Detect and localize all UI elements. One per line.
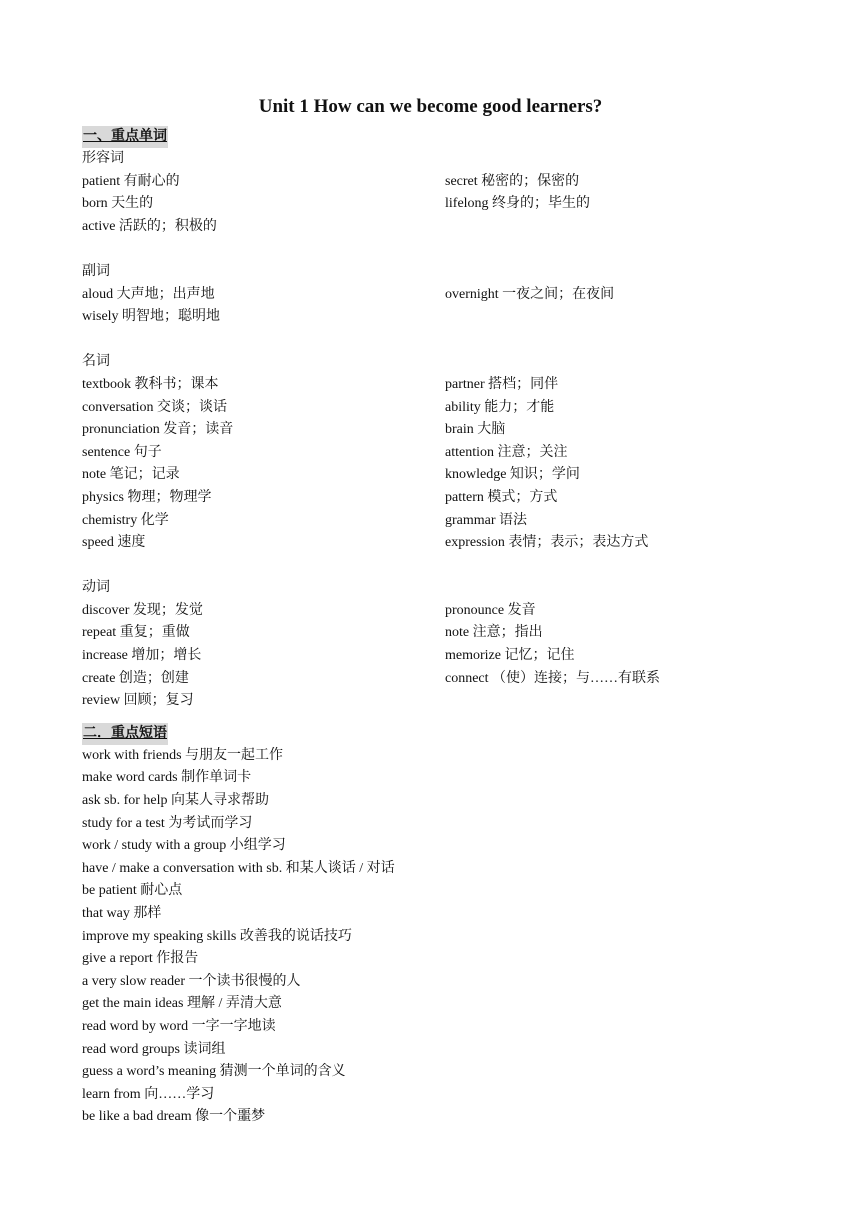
word-entry-right: expression 表情；表示；表达方式 xyxy=(445,535,649,551)
word-entry-right xyxy=(445,216,782,239)
phrase-item: guess a word’s meaning 猜测一个单词的含义 xyxy=(82,1064,346,1080)
word-entry-left: sentence 句子 xyxy=(82,444,162,460)
word-row xyxy=(82,510,782,533)
word-entry-right: connect （使）连接；与……有联系 xyxy=(445,670,661,686)
word-row xyxy=(82,306,782,329)
word-entry-left: born 天生的 xyxy=(82,196,154,212)
word-row xyxy=(82,216,782,239)
word-entry-right: pattern 模式；方式 xyxy=(445,489,558,505)
word-row xyxy=(82,645,782,668)
category-verbs: 动词 xyxy=(82,580,110,596)
phrase-item: be like a bad dream 像一个噩梦 xyxy=(82,1109,266,1125)
word-row xyxy=(82,600,782,623)
word-entry-right: note 注意；指出 xyxy=(445,625,543,641)
word-entry-left: patient 有耐心的 xyxy=(82,173,180,189)
category-nouns: 名词 xyxy=(82,354,110,370)
phrase-item: make word cards 制作单词卡 xyxy=(82,770,252,786)
word-entry-left: conversation 交谈；谈话 xyxy=(82,399,228,415)
phrase-item: get the main ideas 理解 / 弄清大意 xyxy=(82,996,282,1012)
word-entry-left: increase 增加；增长 xyxy=(82,648,202,664)
word-row xyxy=(82,668,782,691)
word-entry-left: review 回顾；复习 xyxy=(82,693,194,709)
word-entry-right: memorize 记忆；记住 xyxy=(445,648,575,664)
word-row xyxy=(82,690,782,713)
phrase-item: have / make a conversation with sb. 和某人谈话 / 对话 xyxy=(82,860,395,876)
word-row xyxy=(82,464,782,487)
word-entry-left: aloud 大声地；出声地 xyxy=(82,286,215,302)
word-entry-right xyxy=(445,306,782,329)
phrase-item: be patient 耐心点 xyxy=(82,883,183,899)
word-entry-left: note 笔记；记录 xyxy=(82,467,180,483)
word-entry-right: lifelong 终身的；毕生的 xyxy=(445,196,591,212)
phrase-item: study for a test 为考试而学习 xyxy=(82,815,253,831)
document-page xyxy=(82,94,782,1129)
section-heading-phrases: 二．重点短语 xyxy=(82,723,168,745)
phrase-item: that way 那样 xyxy=(82,906,162,921)
word-entry-right: ability 能力；才能 xyxy=(445,399,555,415)
phrase-item: work / study with a group 小组学习 xyxy=(82,838,286,854)
page-title: Unit 1 How can we become good learners? xyxy=(258,96,603,117)
word-row xyxy=(82,532,782,555)
word-row xyxy=(82,622,782,645)
word-entry-right: secret 秘密的；保密的 xyxy=(445,173,580,189)
nouns-list xyxy=(82,374,782,555)
word-row xyxy=(82,442,782,465)
phrase-item: read word groups 读词组 xyxy=(82,1041,226,1057)
word-entry-left: discover 发现；发觉 xyxy=(82,602,203,618)
word-row xyxy=(82,171,782,194)
adjectives-list xyxy=(82,171,782,239)
phrase-item: improve my speaking skills 改善我的说话技巧 xyxy=(82,928,352,944)
word-entry-left: repeat 重复；重做 xyxy=(82,625,190,641)
phrase-item: a very slow reader 一个读书很慢的人 xyxy=(82,973,301,989)
word-row xyxy=(82,487,782,510)
phrase-item: give a report 作报告 xyxy=(82,951,199,967)
category-adjectives: 形容词 xyxy=(82,151,124,166)
word-entry-right: pronounce 发音 xyxy=(445,602,536,618)
word-entry-right: partner 搭档；同伴 xyxy=(445,376,559,392)
word-row xyxy=(82,397,782,420)
section-vocabulary xyxy=(82,126,782,713)
word-entry-left: textbook 教科书；课本 xyxy=(82,376,219,392)
phrase-item: read word by word 一字一字地读 xyxy=(82,1018,276,1034)
word-row xyxy=(82,419,782,442)
word-entry-right: grammar 语法 xyxy=(445,512,528,528)
word-entry-right: overnight 一夜之间；在夜间 xyxy=(445,286,615,302)
phrase-item: learn from 向……学习 xyxy=(82,1086,215,1102)
word-entry-left: chemistry 化学 xyxy=(82,512,169,528)
word-entry-left: speed 速度 xyxy=(82,535,146,551)
verbs-list xyxy=(82,600,782,713)
word-entry-left: wisely 明智地；聪明地 xyxy=(82,309,221,325)
adverbs-list xyxy=(82,284,782,329)
phrase-item: ask sb. for help 向某人寻求帮助 xyxy=(82,793,270,809)
word-entry-right: brain 大脑 xyxy=(445,422,506,438)
word-row xyxy=(82,374,782,397)
phrases-list xyxy=(82,745,782,1129)
word-entry-right xyxy=(445,690,782,713)
word-row xyxy=(82,193,782,216)
word-entry-left: physics 物理；物理学 xyxy=(82,489,212,505)
word-entry-left: active 活跃的；积极的 xyxy=(82,218,217,234)
category-adverbs: 副词 xyxy=(82,263,110,279)
word-entry-right: attention 注意；关注 xyxy=(445,444,568,460)
word-entry-right: knowledge 知识；学问 xyxy=(445,467,580,483)
section-phrases xyxy=(82,723,782,1129)
phrase-item: work with friends 与朋友一起工作 xyxy=(82,747,284,763)
section-heading-vocabulary: 一、重点单词 xyxy=(82,126,168,148)
word-entry-left: pronunciation 发音；读音 xyxy=(82,422,234,438)
word-entry-left: create 创造；创建 xyxy=(82,670,189,686)
word-row xyxy=(82,284,782,307)
